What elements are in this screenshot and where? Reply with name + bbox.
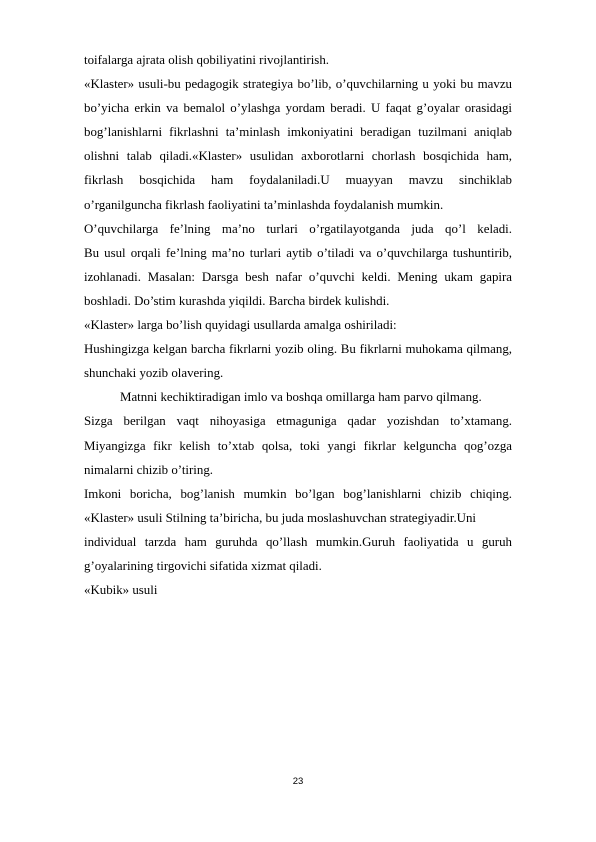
text-line: Hushingizga kelgan barcha fikrlarni yozib oling. Bu fikrlarni muhokama qilmang, — [84, 342, 512, 357]
text-line: nimalarni chizib o’tiring. — [84, 462, 213, 477]
page-number: 23 — [292, 776, 304, 787]
text-line: bog’lanishlarni fikrlashni ta’minlash imkoniyatini beradigan tuzilmani aniqlab — [84, 125, 512, 140]
text-line: bo’yicha erkin va bemalol o’ylashga yordam beradi. U faqat g’oyalar orasidagi — [84, 101, 512, 116]
text-line: Matnni kechiktiradigan imlo va boshqa omillarga ham parvo qilmang. — [120, 390, 482, 405]
text-line: olishni talab qiladi.«Klaster» usulidan axborotlarni chorlash bosqichida ham, — [84, 149, 512, 164]
text-line: boshladi. Do’stim kurashda yiqildi. Barcha birdek kulishdi. — [84, 293, 390, 308]
text-line: o’rganilguncha fikrlash faoliyatini ta’minlashda foydalanish mumkin. — [84, 197, 444, 212]
text-line: shunchaki yozib olavering. — [84, 366, 224, 381]
text-line: O’quvchilarga fe’lning ma’no turlari o’rgatilayotganda juda qo’l keladi. — [84, 221, 512, 236]
text-line: g’oyalarining tirgovichi sifatida xizmat qiladi. — [84, 558, 322, 573]
text-line: Imkoni boricha, bog’lanish mumkin bo’lgan bog’lanishlarni chizib chiqing. — [84, 486, 512, 501]
text-line: Sizga berilgan vaqt nihoyasiga etmaguniga qadar yozishdan to’xtamang. — [84, 414, 512, 429]
text-line: «Klaster» usuli Stilning ta’biricha, bu juda moslashuvchan strategiyadir.Uni — [84, 510, 477, 525]
text-line: Bu usul orqali fe’lning ma’no turlari aytib o’tiladi va o’quvchilarga tushuntirib, — [84, 245, 512, 260]
text-line: izohlanadi. Masalan: Darsga besh nafar o’quvchi keldi. Mening ukam gapira — [84, 269, 512, 284]
text-line: individual tarzda ham guruhda qo’llash mumkin.Guruh faoliyatida u guruh — [84, 534, 512, 549]
text-line: Miyangizga fikr kelish to’xtab qolsa, toki yangi fikrlar kelguncha qog’ozga — [84, 438, 512, 453]
body-text — [84, 48, 512, 602]
text-line: «Klaster» larga bo’lish quyidagi usullarda amalga oshiriladi: — [84, 318, 397, 333]
text-line: «Kubik» usuli — [84, 583, 158, 598]
text-line: «Klaster» usuli-bu pedagogik strategiya bo’lib, o’quvchilarning u yoki bu mavzu — [84, 77, 512, 92]
text-line: fikrlash bosqichida ham foydalaniladi.U muayyan mavzu sinchiklab — [84, 173, 512, 188]
text-line: toifalarga ajrata olish qobiliyatini rivojlantirish. — [84, 53, 329, 67]
